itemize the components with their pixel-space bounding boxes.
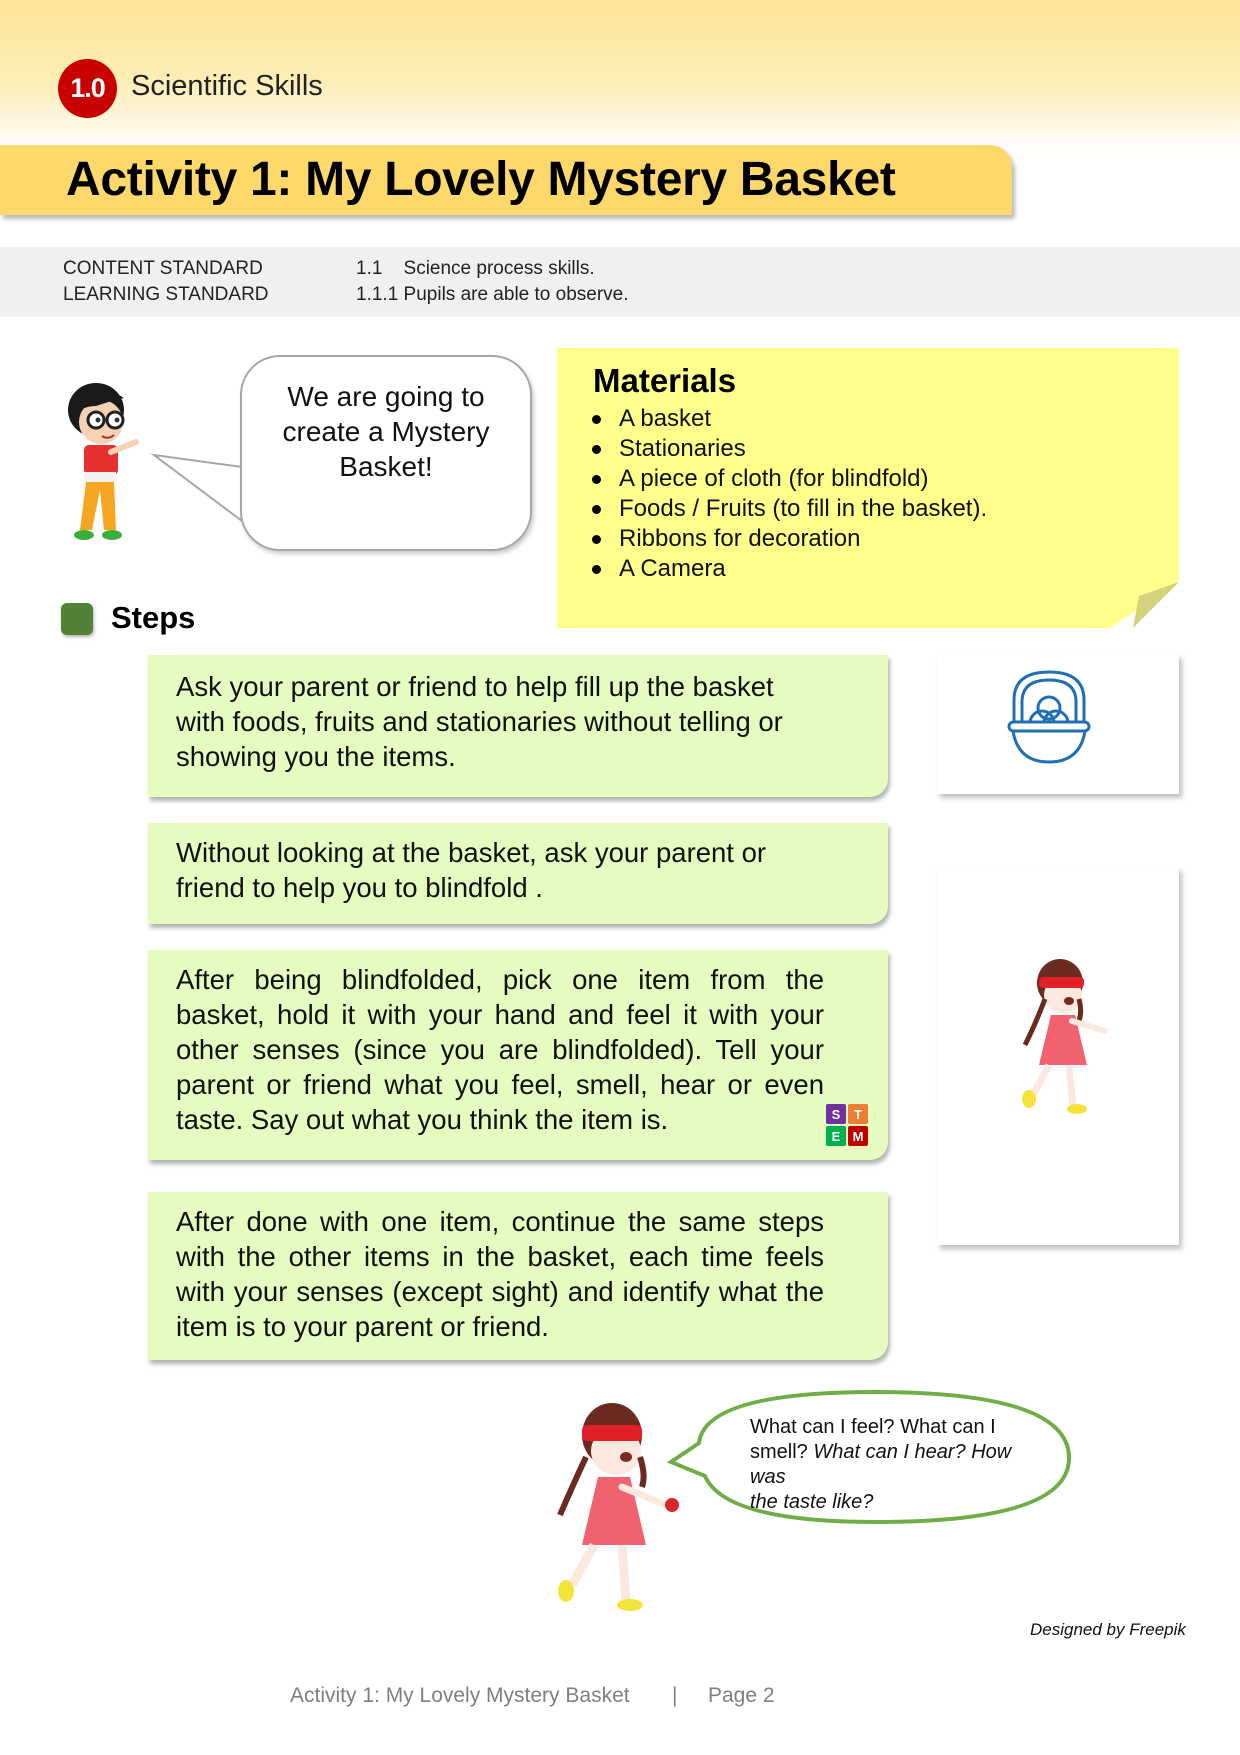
step-card-2 xyxy=(148,823,888,924)
step-text: After being blindfolded, pick one item from the basket, hold it with your hand and feel it with your other senses (since you are blindfolded). Tell your parent or friend what you feel, smell, hear or even taste. Say out what you think the item is. xyxy=(176,964,824,1135)
girl-image-frame xyxy=(937,867,1179,1245)
materials-list xyxy=(590,404,987,584)
thought-bubble-text: What can I feel? What can I smell? What can I hear? How was the taste like? xyxy=(750,1416,1012,1513)
sticky-note-fold xyxy=(1133,582,1179,628)
materials-item: A Camera xyxy=(590,554,987,584)
bullet-icon xyxy=(592,475,601,484)
step-card-4 xyxy=(148,1192,888,1360)
materials-item: A basket xyxy=(590,404,987,434)
learning-standard-label: LEARNING STANDARD xyxy=(63,284,269,305)
boy-character-illustration xyxy=(56,380,146,555)
chapter-number-badge: 1.0 xyxy=(58,59,117,118)
speech-bubble-tail xyxy=(150,453,245,543)
stem-badge-icon: S T E M xyxy=(826,1104,868,1146)
basket-icon xyxy=(1006,666,1092,766)
content-standard-value: 1.1 Science process skills. xyxy=(356,258,595,279)
learning-standard-value: 1.1.1 Pupils are able to observe. xyxy=(356,284,629,305)
speech-bubble-text: We are going to create a Mystery Basket! xyxy=(282,381,490,482)
basket-image-frame xyxy=(937,654,1179,794)
bullet-icon xyxy=(592,535,601,544)
content-standard-label: CONTENT STANDARD xyxy=(63,258,263,279)
step-text: Without looking at the basket, ask your parent or friend to help you to blindfold . xyxy=(176,837,767,903)
materials-heading: Materials xyxy=(593,362,737,399)
step-text: After done with one item, continue the same steps with the other items in the basket, each time feels with your senses (except sight) and identify what the item is to your parent or friend. xyxy=(176,1206,824,1342)
blindfolded-girl-illustration xyxy=(1017,955,1117,1135)
speech-bubble xyxy=(240,355,532,551)
materials-item: A piece of cloth (for blindfold) xyxy=(590,464,987,494)
step-card-1 xyxy=(148,655,888,797)
footer-separator: | xyxy=(672,1684,678,1707)
bullet-icon xyxy=(592,415,601,424)
step-card-3 xyxy=(148,950,888,1160)
bullet-icon xyxy=(592,565,601,574)
bullet-icon xyxy=(592,505,601,514)
steps-heading: Steps xyxy=(111,600,196,635)
materials-item: Foods / Fruits (to fill in the basket). xyxy=(590,494,987,524)
page-title: Activity 1: My Lovely Mystery Basket xyxy=(66,153,896,206)
image-credit: Designed by Freepik xyxy=(1030,1620,1186,1639)
step-text: Ask your parent or friend to help fill up the basket with foods, fruits and stationaries without telling or showing you the items. xyxy=(176,671,783,772)
footer-title: Activity 1: My Lovely Mystery Basket xyxy=(290,1684,630,1707)
bullet-icon xyxy=(592,445,601,454)
page-number: Page 2 xyxy=(708,1684,775,1707)
materials-item: Ribbons for decoration xyxy=(590,524,987,554)
materials-item: Stationaries xyxy=(590,434,987,464)
chapter-title: Scientific Skills xyxy=(131,70,323,102)
steps-square-icon xyxy=(61,603,93,635)
